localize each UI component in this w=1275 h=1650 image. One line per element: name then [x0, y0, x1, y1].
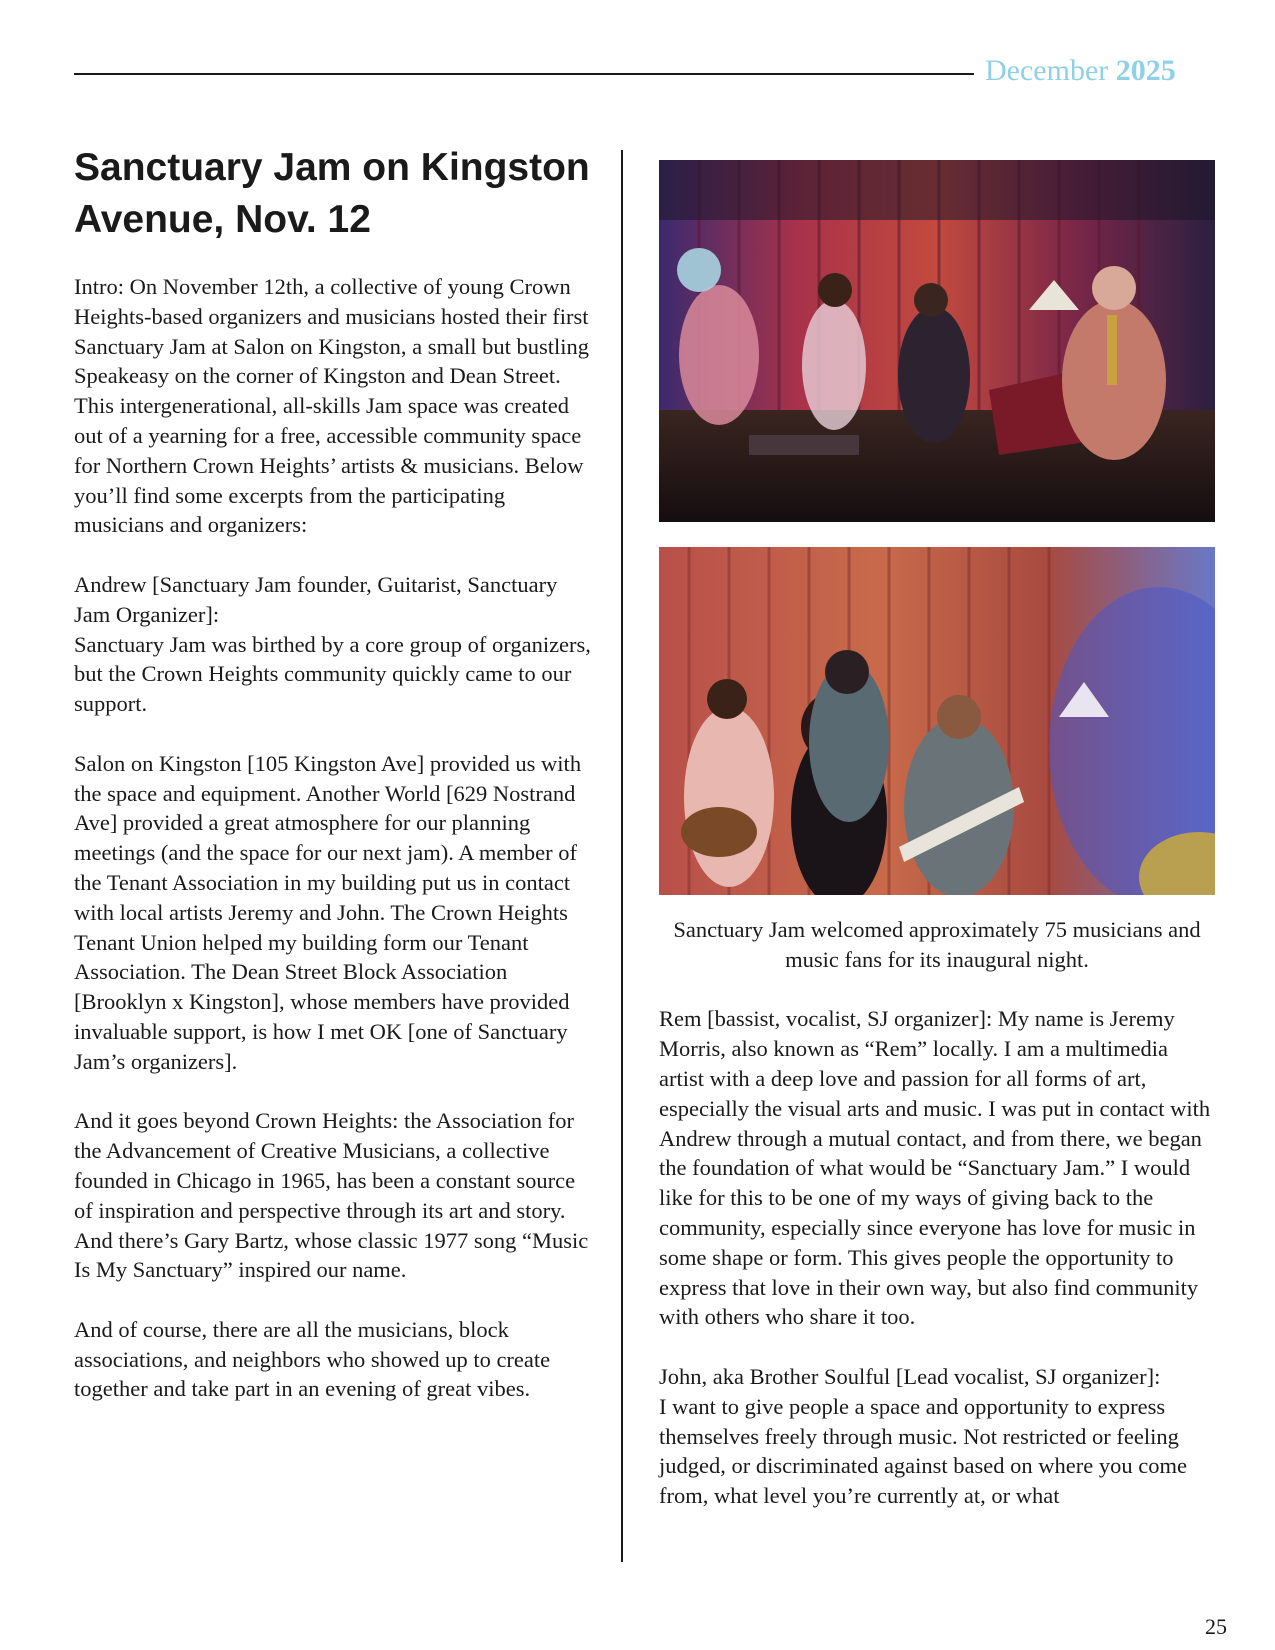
header-rule: [74, 73, 974, 75]
page-number: 25: [1205, 1614, 1227, 1639]
photo-caption: Sanctuary Jam welcomed approximately 75 musicians and music fans for its inaugural night.: [673, 917, 1201, 972]
band-photo-top: [659, 160, 1215, 522]
issue-year: 2025: [1115, 54, 1176, 87]
rem-paragraph: Rem [bassist, vocalist, SJ organizer]: My name is Jeremy Morris, also known as “Rem” locally. I am a multimedia artist with a deep love and passion for all forms of art, especially the visual arts and music. I was put in contact with Andrew through a mutual contact, and from there, we began the foundation of what would be “Sanctuary Jam.” I would like for this to be one of my ways of giving back to the community, especially since everyone has love for music in some shape or form. This gives people the opportunity to express that love in their own way, but also find community with others who share it too.: [659, 1006, 1211, 1330]
left-column: [74, 142, 594, 1434]
john-paragraph: John, aka Brother Soulful [Lead vocalist, SJ organizer]: I want to give people a space and opportunity to express themselves freely through music. Not restricted or feeling judged, or discriminated against based on where you come from, what level you’re currently at, or what: [659, 1363, 1187, 1509]
issue-month: December: [985, 54, 1109, 87]
musicians-paragraph: And of course, there are all the musicians, block associations, and neighbors who showed up to create together and take part in an evening of great vibes.: [74, 1316, 551, 1402]
right-column: [659, 160, 1215, 1541]
band-photo-top-image: [659, 160, 1215, 522]
band-photo-bottom: [659, 547, 1215, 895]
andrew-paragraph: Andrew [Sanctuary Jam founder, Guitarist, Sanctuary Jam Organizer]: Sanctuary Jam was birthed by a core group of organizers, but the Crown Heights community quickly came to our support.: [74, 571, 591, 717]
issue-date: [985, 54, 1176, 88]
salon-paragraph: Salon on Kingston [105 Kingston Ave] provided us with the space and equipment. Another World [629 Nostrand Ave] provided a great atmosphere for our planning meetings (and the space for our next jam). A member of the Tenant Association in my building put us in contact with local artists Jeremy and John. The Crown Heights Tenant Union helped my building form our Tenant Association. The Dean Street Block Association [Brooklyn x Kingston], whose members have provided invaluable support, is how I met OK [one of Sanctuary Jam’s organizers].: [74, 750, 582, 1074]
column-divider: [621, 150, 623, 1562]
article-title: Sanctuary Jam on Kingston Avenue, Nov. 12: [74, 146, 590, 241]
beyond-paragraph: And it goes beyond Crown Heights: the Association for the Advancement of Creative Musicians, a collective founded in Chicago in 1965, has been a constant source of inspiration and perspective through its art and story. And there’s Gary Bartz, whose classic 1977 song “Music Is My Sanctuary” inspired our name.: [74, 1108, 589, 1283]
intro-paragraph: Intro: On November 12th, a collective of young Crown Heights-based organizers and musicians hosted their first Sanctuary Jam at Salon on Kingston, a small but bustling Speakeasy on the corner of Kingston and Dean Street. This intergenerational, all-skills Jam space was created out of a yearning for a free, accessible community space for Northern Crown Heights’ artists & musicians. Below you’ll find some excerpts from the participating musicians and organizers:: [74, 274, 589, 538]
band-photo-bottom-image: [659, 547, 1215, 895]
